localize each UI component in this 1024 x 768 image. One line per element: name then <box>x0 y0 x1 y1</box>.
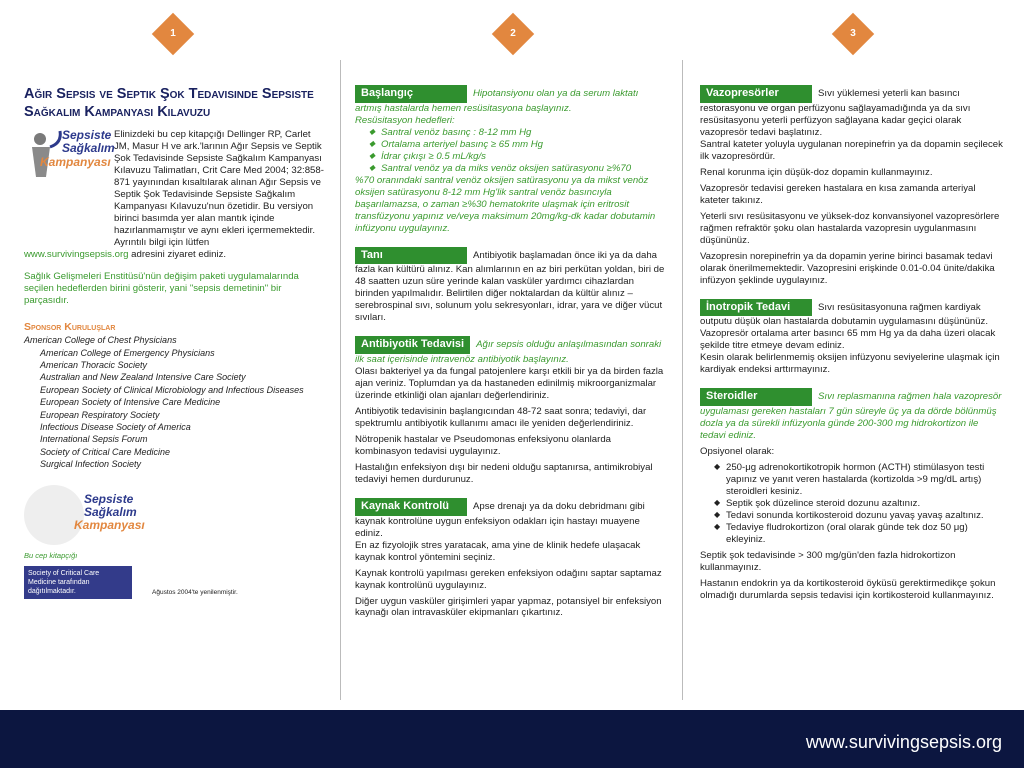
pocket-note: Bu cep kitapçığı <box>24 550 78 560</box>
optional-item: ◆ Tedaviye fludrokortizon (oral olarak günde tek doz 50 μg) ekleyiniz. <box>714 522 1005 546</box>
section-intro: Ağır sepsis olduğu anlaşılmasından sonraki ilk saat içerisinde intravenöz antibiyotik başlayınız. <box>355 339 662 365</box>
logo-line: Sepsiste <box>84 491 134 506</box>
sponsor-item: European Society of Clinical Microbiology and Infectious Diseases <box>40 384 304 395</box>
logo-line: Kampanyası <box>74 518 145 532</box>
sponsor-item: European Society of Intensive Care Medicine <box>40 397 221 408</box>
paragraph: Septik şok tedavisinde > 300 mg/gün'den fazla hidrokortizon kullanmayınız. <box>700 549 956 573</box>
logo-line: Sağkalım <box>84 504 137 519</box>
section-text: Antibiyotik başlamadan önce iki ya da daha fazla kan kültürü alınız. Kan alımlarının en az biri perkütan yoldan, biri de 48 saatten uzun süre yerinde kalan vasküler yardımcı cihazlardan birinden yapılmalıdır. Belirtilen diğer noktalardan da kültür alınız – serebrospinal sıvı, solunum yolu sekresyonları, idrar, yara ve diğer vücut sıvıları. <box>355 249 665 324</box>
paragraph: Yeterli sıvı resüsitasyonu ve yüksek-doz konvansiyonel vazopresörlere rağmen refraktör şoku olan hastalarda vazopresin uygulanmasını düşününüz. <box>700 210 1000 246</box>
paragraph: Diğer uygun vasküler girişimleri yapar yapmaz, potansiyel bir enfeksiyon kaynağı olan intravasküler ekipmanları çıkartınız. <box>355 595 662 619</box>
paragraph: Hastalığın enfeksiyon dışı bir nedeni olduğu saptanırsa, antimikrobiyal tedaviyi hemen durdurunuz. <box>355 461 653 485</box>
paragraph: Santral kateter yoluyla uygulanan norepinefrin ya da dopamin seçilecek ilk vazopresördür. <box>700 138 1003 162</box>
logo-line: Sepsiste <box>62 128 112 143</box>
panel-divider <box>682 60 683 700</box>
optional-item: ◆ 250-μg adrenokortikotropik hormon (ACTH) stimülasyon testi yapınız ve yanıt veren hastalarda (kortizolda >9 mg/dL artış) steroidleri kesiniz. <box>714 462 1005 498</box>
panel-3 <box>700 85 1005 606</box>
sponsor-logo <box>24 481 324 551</box>
sponsor-item: Society of Critical Care Medicine <box>40 446 171 457</box>
panel-divider <box>340 60 341 700</box>
paragraph: Nötropenik hastalar ve Pseudomonas enfeksiyonu olanlarda kombinasyon tedavisi uygulayınız. <box>355 433 611 457</box>
paragraph: Vazopresin norepinefrin ya da dopamin yerine birinci basamak tedavi olarak önerilmemektedir. Vazopresini erişkinde 0.01-0.04 ünite/dakika infüzyon şeklinde uygulayınız. <box>700 250 995 286</box>
optional-heading: Opsiyonel olarak: <box>700 445 775 457</box>
section-label-baslangic: Başlangıç <box>355 85 467 103</box>
section-label-vasopressors: Vazopresörler <box>700 85 812 103</box>
panel-2 <box>355 85 667 623</box>
paragraph: Renal korunma için düşük-doz dopamin kullanmayınız. <box>700 166 933 178</box>
logo-line: Sağkalım <box>62 141 115 156</box>
sponsor-heading: Sponsor Kuruluşlar <box>24 321 116 334</box>
footer-url: www.survivingsepsis.org <box>805 732 1002 752</box>
section-label-source-control: Kaynak Kontrolü <box>355 498 467 516</box>
website-link[interactable]: www.survivingsepsis.org <box>24 249 129 261</box>
ihi-note: Sağlık Gelişmeleri Enstitüsü'nün değişim paketi uygulamalarında seçilen hedeflerden birini gösterir, yani "sepsis demetinin" bir parçasıdır. <box>24 271 299 307</box>
url-suffix: adresini ziyaret ediniz. <box>128 249 227 261</box>
panel-1 <box>24 85 324 599</box>
panel-number-badge: 3 <box>832 13 874 55</box>
intro-text: Elinizdeki bu cep kitapçığı Dellinger RP, Carlet JM, Masur H ve ark.'larının Ağır Sepsis ve Septik Şok Tedavisinde Sepsiste Sağkalım Kampanyası Kılavuzu Talimatları, Crit Care Med 2004; 32:858-871 yayınından kısaltılarak alınan Ağır Sepsis ve Septik Şok Tedavisinde Sepsiste Sağkalım Kampanyası Kılavuzu'nun özetidir. Bu versiyon birinci basımda yer alan mantık içinde hazırlanmamıştır ve aynı ekleri içermemektedir. Ayrıntılı bilgi için lütfen <box>114 129 324 249</box>
goals-heading: Resüsitasyon hedefleri: <box>355 114 455 126</box>
sponsor-item: Surgical Infection Society <box>40 459 142 470</box>
sponsor-item: International Sepsis Forum <box>40 434 148 445</box>
goal-item: ◆ Santral venöz basınç : 8-12 mm Hg <box>369 127 667 139</box>
distributor-box: Society of Critical Care Medicine tarafından dağıtılmaktadır. <box>24 566 132 599</box>
sponsor-item: European Respiratory Society <box>40 409 160 420</box>
paragraph: En az fizyolojik stres yaratacak, ama yine de klinik hedefe ulaşacak kaynak kontrol yöntemini seçiniz. <box>355 539 641 563</box>
optional-item: ◆ Septik şok düzelince steroid dozunu azaltınız. <box>714 498 1005 510</box>
goal-item: ◆ Ortalama arteriyel basınç ≥ 65 mm Hg <box>369 139 667 151</box>
paragraph: Hastanın endokrin ya da kortikosteroid öyküsü gerektirmedikçe şokun olmadığı durumlarda sepsis tedavisi için kortikosteroid kullanmayınız. <box>700 577 996 601</box>
paragraph: Antibiyotik tedavisinin başlangıcından 48-72 saat sonra; tedaviyi, dar spektrumlu antibiyotik kullanımı amacı ile yeniden değerlendiriniz. <box>355 405 647 429</box>
panel-number-badge: 2 <box>492 13 534 55</box>
sponsor-item: American College of Emergency Physicians <box>40 347 215 358</box>
sponsor-item: Infectious Disease Society of America <box>40 422 191 432</box>
paragraph: Kesin olarak belirlenmemiş oksijen infüzyonu seviyelerine ulaşmak için kardiyak endeksi arttırmayınız. <box>700 352 1000 376</box>
section-label-steroids: Steroidler <box>700 388 812 406</box>
goal-item: ◆ İdrar çıkışı ≥ 0.5 mL/kg/s <box>369 151 667 163</box>
goal-item: ◆ Santral venöz ya da miks venöz oksijen satürasyonu ≥%70 <box>369 163 667 175</box>
guide-title: Ağır Sepsis ve Septik Şok Tedavisinde Sepsiste Sağkalım Kampanyası Kılavuzu <box>24 86 314 121</box>
sponsor-item: Australian and New Zealand Intensive Care Society <box>40 372 246 383</box>
url-line <box>24 249 324 261</box>
updated-note: Ağustos 2004'te yenilenmiştir. <box>152 589 238 597</box>
optional-list <box>700 462 1005 546</box>
section-label-inotropic: İnotropik Tedavi <box>700 299 812 317</box>
distributor-row <box>24 566 324 599</box>
goals-list <box>355 127 667 175</box>
sponsor-list <box>24 334 324 470</box>
section-intro: Sıvı replasmanına rağmen hala vazopresör uygulaması gereken hastaları 7 gün süreyle üç ya da dörde bölünmüş dozla ya da sürekli infüzyonla günde 200-300 mg hidrokortizon ile tedavi ediniz. <box>700 391 1002 441</box>
logo-line: Kampanyası <box>40 154 111 169</box>
section-intro: Hipotansiyonu olan ya da serum laktatı artmış hastalarda hemen resüsitasyona başlayınız. <box>355 88 639 114</box>
panel-number-badge: 1 <box>152 13 194 55</box>
campaign-logo <box>24 129 324 187</box>
sponsor-item: American College of Chest Physicians <box>24 335 177 346</box>
paragraph: Kaynak kontrolü yapılması gereken enfeksiyon odağını saptar saptamaz kaynak kontrolünü uygulayınız. <box>355 567 662 591</box>
paragraph: Apse drenajı ya da doku debridmanı gibi kaynak kontrolüne uygun enfeksiyon odakları için hastayı muayene ediniz. <box>355 500 645 539</box>
sponsor-item: American Thoracic Society <box>40 359 148 370</box>
paragraph: Olası bakteriyel ya da fungal patojenlere karşı etkili bir ya da birden fazla ajan veriniz. Toplumdan ya da hastaneden edinilmiş mikroorganizmalar üzerinde etkinliği olan ajanları değerlendiriniz. <box>355 365 664 401</box>
optional-item: ◆ Tedavi sonunda kortikosteroid dozunu yavaş yavaş azaltınız. <box>714 510 1005 522</box>
slide-footer <box>0 710 1024 768</box>
paragraph: Sıvı resüsitasyonuna rağmen kardiyak outputu düşük olan hastalarda dobutamin uygulamasını düşününüz. Vazopresör ortalama arter basıncı 65 mm Hg ya da daha üzeri olacak şekilde titre etmeye devam ediniz. <box>700 301 996 352</box>
section-label-antibiotic: Antibiyotik Tedavisi <box>355 336 470 354</box>
paragraph: Vazopresör tedavisi gereken hastalara en kısa zamanda arteriyal kateter takınız. <box>700 182 976 206</box>
paragraph: Sıvı yüklemesi yeterli kan basıncı restorasyonu ve organ perfüzyonu sağlayamadığında ya da sıvı resüsitasyonu yeterli perfüzyon sağlayana kadar geçici olarak vazopresör tedavi başlatınız. <box>700 88 971 138</box>
section-label-tani: Tanı <box>355 247 467 265</box>
section-note: %70 oranındaki santral venöz oksijen satürasyonu ya da mikst venöz oksijen satürasyonu 8-12 mm Hg'lik santral venöz basıncıyla başarılamazsa, o zaman ≥%30 hematokrite ulaşmak için eritrosit transfüzyonu yapınız ve/veya maksimum 20mg/kg-dk kadar dobutamin infüzyonu uygulayınız. <box>355 174 656 234</box>
sponsor-logos-cluster <box>24 485 84 545</box>
